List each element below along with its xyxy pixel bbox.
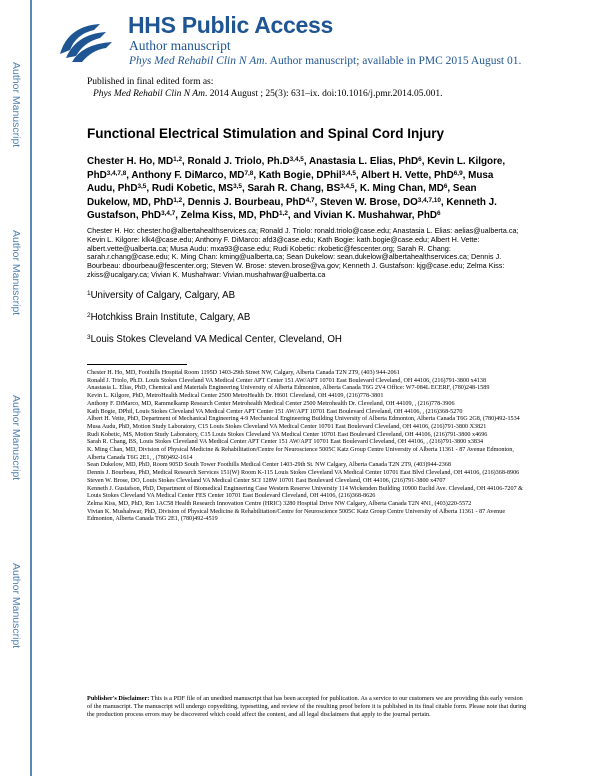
footnote: K. Ming Chan, MD, Division of Physical Medicine & Rehabilitation/Centre for Neuroscience 5005C Katz Group Centre University of Alberta 11361 - 87 Avenue Edmonton, Alberta Canada T6G 2E1, , (780)492-1614 xyxy=(87,447,514,461)
author-affiliation-marks: 3,4,5 xyxy=(289,155,304,163)
sidebar-label: Author Manuscript xyxy=(10,62,22,148)
author xyxy=(360,183,448,194)
footnote: Anastasia L. Elias, PhD, Chemical and Materials Engineering University of Alberta Edmonton, Alberta Canada T6G 2V4 Office: W7-084L ECERF, (780)248-1589 xyxy=(87,385,490,392)
author-affiliation-marks: 1,2 xyxy=(173,155,183,163)
citation xyxy=(87,88,442,100)
affiliation-number: 2 xyxy=(87,311,91,319)
author-affiliation-marks: 3,4,5 xyxy=(341,169,356,177)
author-name: Vivian K. Mushahwar, PhD xyxy=(313,210,438,222)
author-name: Sean Dukelow, MD, PhD xyxy=(87,183,477,208)
author-affiliation-marks: 7,8 xyxy=(244,169,254,177)
access-title: HHS Public Access xyxy=(128,12,333,38)
author-name: Sarah R. Chang, BS xyxy=(247,183,341,195)
footnote: Musa Audu, PhD, Motion Study Laboratory, C15 Louis Stokes Cleveland VA Medical Center 10701 East Boulevard Cleveland, OH 44106, (216)791-3800 X3821 xyxy=(87,423,487,430)
affiliation-text: Hotchkiss Brain Institute, Calgary, AB xyxy=(90,312,251,323)
author-name: Rudi Kobetic, MS xyxy=(151,183,234,195)
author xyxy=(188,197,315,208)
footnote: Vivian K. Mushahwar, PhD, Division of Physical Medicine & Rehabilitation/Centre for Neuroscience 5005C Katz Group Centre University of Alberta 11361 - 87 Avenue Edmonton, Alberta Canada T6G 2E1, (780)492-4519 xyxy=(87,508,506,523)
footnote: Dennis J. Bourbeau, PhD, Medical Research Services 151(W) Room K-115 Louis Stokes Cleveland VA Medical Center 10701 East Blvd Cleveland, OH 44106, (216)368-8906 xyxy=(87,470,520,477)
publisher-disclaimer xyxy=(87,695,527,718)
author xyxy=(152,183,242,194)
footnote: Kevin L. Kilgore, PhD, MetroHealth Medical Center 2500 MetroHealth Dr. H601 Cleveland, OH 44109, (216)778-3801 xyxy=(87,393,384,400)
author-conjunction: and xyxy=(293,210,311,222)
sidebar-label: Author Manuscript xyxy=(10,395,22,481)
disclaimer-label: Publisher's Disclaimer: xyxy=(87,695,150,702)
author-affiliation-marks: 3,4,5 xyxy=(340,183,355,190)
author-affiliation-marks: 3,4,7,8 xyxy=(106,169,127,177)
author-name: Kevin L. Kilgore, PhD xyxy=(87,156,506,181)
footnote: Sarah R. Chang, BS, Louis Stokes Cleveland VA Medical Center APT Center 151 AW/APT 10701 East Boulevard Cleveland, OH 44106, , (216)791-3800 x3834 xyxy=(87,439,484,446)
author-affiliation-marks: 1,2 xyxy=(279,210,288,218)
author-name: Kenneth J. Gustafson, PhD xyxy=(87,196,497,222)
author xyxy=(314,210,441,221)
affiliation-number: 3 xyxy=(87,333,91,341)
published-label: Published in final edited form as: xyxy=(87,77,214,87)
journal-name: Phys Med Rehabil Clin N Am xyxy=(129,55,265,67)
author-name: Ronald J. Triolo, Ph.D xyxy=(187,156,290,167)
citation-details: . 2014 August ; 25(3): 631–ix. doi:10.1016/j.pmr.2014.05.001. xyxy=(204,89,443,99)
manuscript-label: Author manuscript xyxy=(129,38,231,53)
author-affiliation-marks: 1,2 xyxy=(173,196,183,204)
author xyxy=(247,183,354,194)
article-title: Functional Electrical Stimulation and Spinal Cord Injury xyxy=(87,126,445,141)
author xyxy=(309,156,422,167)
author-affiliation-marks: 3,5 xyxy=(233,183,242,190)
author-name: Kath Bogie, DPhil xyxy=(258,169,342,181)
footnote: Zelma Kiss, MD, PhD, Rm 1AC58 Health Research Innovation Centre (HRIC) 3280 Hospital Drive NW Calgary, Alberta Canada T2N 4N1, (403)220-5572 xyxy=(87,500,472,507)
footnote: Rudi Kobetic, MS, Motion Study Laboratory, C15 Louis Stokes Cleveland VA Medical Center 10701 East Boulevard Cleveland, OH 44106, (216)791-3800 x4696 xyxy=(87,431,488,438)
citation-journal: Phys Med Rehabil Clin N Am xyxy=(93,89,205,99)
author-name: Dennis J. Bourbeau, PhD xyxy=(187,196,306,208)
author-name: Anastasia L. Elias, PhD xyxy=(308,156,419,167)
author-affiliation-marks: 3,4,7 xyxy=(161,210,176,218)
author-name: Steven W. Brose, DO xyxy=(320,196,418,208)
sidebar xyxy=(0,0,32,776)
author xyxy=(181,210,288,221)
author-affiliation-marks: 3,5 xyxy=(137,183,147,190)
author xyxy=(320,197,441,208)
footnote-divider xyxy=(87,364,187,365)
affiliation xyxy=(87,290,235,301)
footnotes xyxy=(87,370,527,524)
author-name: Musa Audu, PhD xyxy=(87,169,494,195)
author-name: Anthony F. DiMarco, MD xyxy=(131,169,245,181)
author xyxy=(131,170,253,181)
author-name: K. Ming Chan, MD xyxy=(359,183,444,195)
footnote: Kath Bogie, DPhil, Louis Stokes Cleveland VA Medical Center APT Center 151 AW/APT 10701 East Boulevard Cleveland, OH 44106, , (216)368-5270 xyxy=(87,408,463,415)
author-name: Zelma Kiss, MD, PhD xyxy=(180,210,280,222)
author-affiliation-marks: 6 xyxy=(437,210,441,218)
author xyxy=(259,170,356,181)
author-name: Albert H. Vette, PhD xyxy=(361,169,454,181)
affiliation xyxy=(87,334,342,345)
footnote: Sean Dukelow, MD, PhD, Room 905D South Tower Foothills Medical Center 1403-29th St. NW Calgary, Alberta Canada T2N 2T9, (403)944-2368 xyxy=(87,462,451,469)
author-affiliation-marks: 6 xyxy=(443,183,448,190)
affiliation-text: Louis Stokes Cleveland VA Medical Center, Cleveland, OH xyxy=(90,334,342,345)
affiliation-number: 1 xyxy=(87,289,91,297)
author-name: Chester H. Ho, MD xyxy=(87,156,174,167)
author-list: Chester H. Ho, MD$^{1,2}$, Ronald J. Triolo, $Ph.D^{3,4,5}$, Anastasia L. Elias, PhD$^6$, Kevin L. Kilgore, PhD$^{3,4,7,8}$, Anthony F. DiMarco, MD$^{7,8}$, Kath Bogie, DPhil$^{3,4,5}$, Albert H. Vette, PhD$^{6,9}$, Musa Audu, PhD$^{3,5}$, Rudi Kobetic, MS$^{3,5}$, Sarah R. Chang, BS$^{3,4,5}$, K. Ming Chan, $MD^6$, Sean Dukelow, MD, PhD$^{1,2}$, Dennis J. Bourbeau, PhD$^{4,7}$, Steven W. Brose, DO$^{3,4,7,10}$, Kenneth J. Gustafson, PhD$^{3,4,7}$, Zelma Kiss, MD, PhD$^{1,2}$, and Vivian K. Mushahwar, PhD$^6$ xyxy=(87,155,506,222)
footnote: Anthony F. DiMarco, MD, Rammelkamp Research Center Metrohealth Medical Center 2500 Metrohealth Dr. Cleveland, OH 44109, , (216)778-3906 xyxy=(87,400,455,407)
disclaimer-text: This is a PDF file of an unedited manuscript that has been accepted for publication. As a service to our customers we are providing this early version of the manuscript. The manuscript will undergo copyediting, typesetting, and review of the resulting proof before it is published in its final citable form. Please note that during the production process errors may be discovered which could affect the content, and all legal disclaimers that apply to the journal pertain. xyxy=(87,695,527,718)
author xyxy=(361,170,463,181)
contact-emails: Chester H. Ho: chester.ho@albertahealthservices.ca; Ronald J. Triolo: ronald.triolo@case.edu; Anastasia L. Elias: aelias@ualberta.ca; Kevin L. Kilgore: klk4@case.edu; Anthony F. DiMarco: afd3@case.edu; Kath Bogie: kath.bogie@case.edu; Albert H. Vette: albert.vette@ualberta.ca; Musa Audu: mxa93@case.edu; Rudi Kobetic: rkobetic@fescenter.org; Sarah R. Chang: sarah.r.chang@case.edu; K. Ming Chan: kming@ualberta.ca; Sean Dukelow: sean.dukelow@albertahealthservices.ca; Dennis J. Bourbeau: dbourbeau@fescenter.org; Steven W. Brose: steven.brose@va.gov; Kenneth J. Gustafson: kjg@case.edu; Zelma Kiss: zkiss@ucalgary.ca; Vivian K. Mushahwar: Vivian.mushahwar@ualberta.ca xyxy=(87,226,519,279)
author-affiliation-marks: 3,4,7,10 xyxy=(417,196,441,204)
author-affiliation-marks: 4,7 xyxy=(305,196,315,204)
footnote: Albert H. Vette, PhD, Department of Mechanical Engineering 4-9 Mechanical Engineering Building University of Alberta Edmonton, Alberta Canada T6G 2G8, (780)492-1534 xyxy=(87,416,520,423)
author-affiliation-marks: 6,9 xyxy=(453,169,463,177)
publication-info xyxy=(87,76,442,100)
affiliation xyxy=(87,312,250,323)
footnote: Ronald J. Triolo, Ph.D. Louis Stokes Cleveland VA Medical Center APT Center 151 AW/APT 10701 East Boulevard Cleveland, OH 44106, (216)791-3800 x4138 xyxy=(87,377,487,384)
affiliation-text: University of Calgary, Calgary, AB xyxy=(90,290,236,301)
footnote: Steven W. Brose, DO, Louis Stokes Cleveland VA Medical Center SCI 128W 10701 East Boulevard Cleveland, OH 44106, (216)791-3800 x4707 xyxy=(87,477,446,484)
footnote: Kenneth J. Gustafson, PhD, Department of Biomedical Engineering Case Western Reserve University 114 Wickenden Building 10900 Euclid Ave. Cleveland, OH 44106-7207 & Louis Stokes Cleveland VA Medical Center FES Center 10701 East Boulevard Cleveland, OH 44106, (216)368-8626 xyxy=(87,485,523,500)
sidebar-label: Author Manuscript xyxy=(10,230,22,316)
availability-text: . Author manuscript; available in PMC 2015 August 01. xyxy=(264,55,522,67)
hhs-eagle-logo xyxy=(54,18,116,64)
footnote: Chester H. Ho, MD, Foothills Hospital Room 1195D 1403-29th Street NW, Calgary, Alberta Canada T2N 2T9, (403) 944-2061 xyxy=(87,370,400,376)
author xyxy=(87,156,182,167)
availability-line xyxy=(129,55,521,67)
sidebar-label: Author Manuscript xyxy=(10,563,22,649)
author-affiliation-marks: 6 xyxy=(418,155,422,163)
author xyxy=(188,156,304,167)
